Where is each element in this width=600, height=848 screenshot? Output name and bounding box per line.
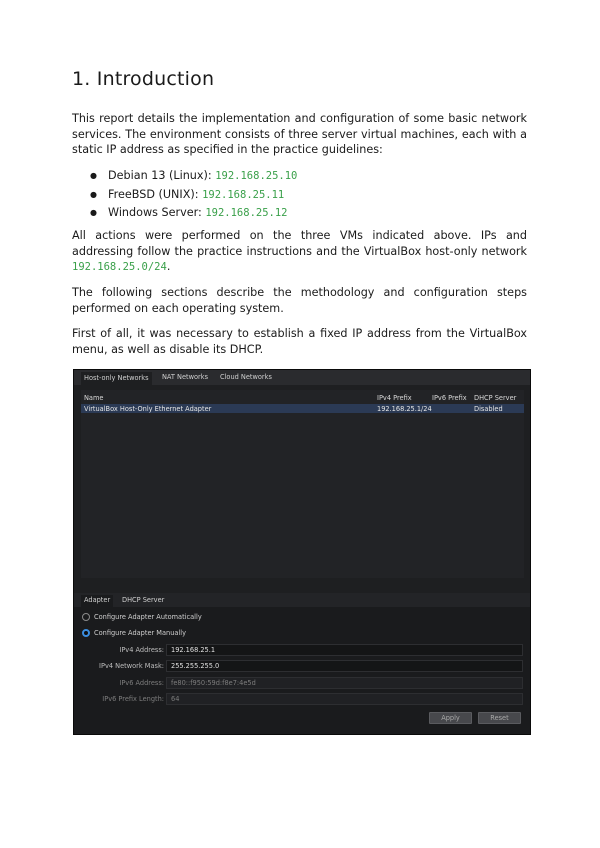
tab-dhcp-server[interactable]: DHCP Server	[122, 596, 165, 604]
vm-item-freebsd: ● FreeBSD (UNIX): 192.168.25.11	[90, 186, 297, 205]
col-name[interactable]: Name	[84, 394, 104, 402]
tab-host-only[interactable]: Host-only Networks	[81, 372, 152, 385]
ipv6-address-label: IPv6 Address:	[119, 679, 164, 687]
col-ipv6[interactable]: IPv6 Prefix	[432, 394, 467, 402]
radio-manual-label: Configure Adapter Manually	[94, 629, 187, 637]
network-list	[81, 390, 524, 578]
adapter-tabs	[74, 593, 530, 607]
table-row[interactable]	[81, 404, 524, 413]
first-paragraph: First of all, it was necessary to establish a fixed IP address from the VirtualBox menu, as well as disable its DHCP.	[72, 327, 527, 356]
apply-button[interactable]: Apply	[429, 712, 472, 724]
vm-item-windows: ● Windows Server: 192.168.25.12	[90, 204, 297, 223]
row-name: VirtualBox Host-Only Ethernet Adapter	[84, 405, 212, 413]
vm-list	[90, 167, 297, 223]
network-tabs	[74, 370, 530, 385]
radio-auto-label: Configure Adapter Automatically	[94, 613, 202, 621]
row-dhcp: Disabled	[474, 405, 503, 413]
vm-item-debian: ● Debian 13 (Linux): 192.168.25.10	[90, 167, 297, 186]
ipv6-prefix-field: 64	[166, 693, 523, 705]
ipv4-address-field[interactable]: 192.168.25.1	[166, 644, 523, 656]
radio-manual[interactable]	[82, 629, 90, 637]
col-dhcp[interactable]: DHCP Server	[474, 394, 517, 402]
reset-button[interactable]: Reset	[478, 712, 521, 724]
ipv4-mask-field[interactable]: 255.255.255.0	[166, 660, 523, 672]
virtualbox-network-manager-screenshot	[73, 369, 531, 735]
list-header	[81, 392, 524, 403]
intro-paragraph: This report details the implementation and configuration of some basic network services. The environment consists of three server virtual machines, each with a static IP address as specified in the practice guidelines:	[72, 112, 527, 157]
ipv4-address-label: IPv4 Address:	[119, 646, 164, 654]
ipv6-address-field: fe80::f950:59d:f8e7:4e5d	[166, 677, 523, 689]
col-ipv4[interactable]: IPv4 Prefix	[377, 394, 412, 402]
following-paragraph: The following sections describe the methodology and configuration steps performed on each operating system.	[72, 286, 527, 315]
radio-auto[interactable]	[82, 613, 90, 621]
row-ipv4: 192.168.25.1/24	[377, 405, 432, 413]
tab-adapter[interactable]: Adapter	[81, 595, 113, 607]
ipv4-mask-label: IPv4 Network Mask:	[99, 662, 164, 670]
section-heading: 1. Introduction	[72, 68, 215, 90]
tab-cloud[interactable]: Cloud Networks	[220, 373, 272, 381]
actions-paragraph: All actions were performed on the three VMs indicated above. IPs and addressing follow the practice instructions and the VirtualBox host-only network 192.168.25.0/24.	[72, 229, 527, 274]
ipv6-prefix-label: IPv6 Prefix Length:	[102, 695, 164, 703]
tab-nat[interactable]: NAT Networks	[162, 373, 209, 381]
